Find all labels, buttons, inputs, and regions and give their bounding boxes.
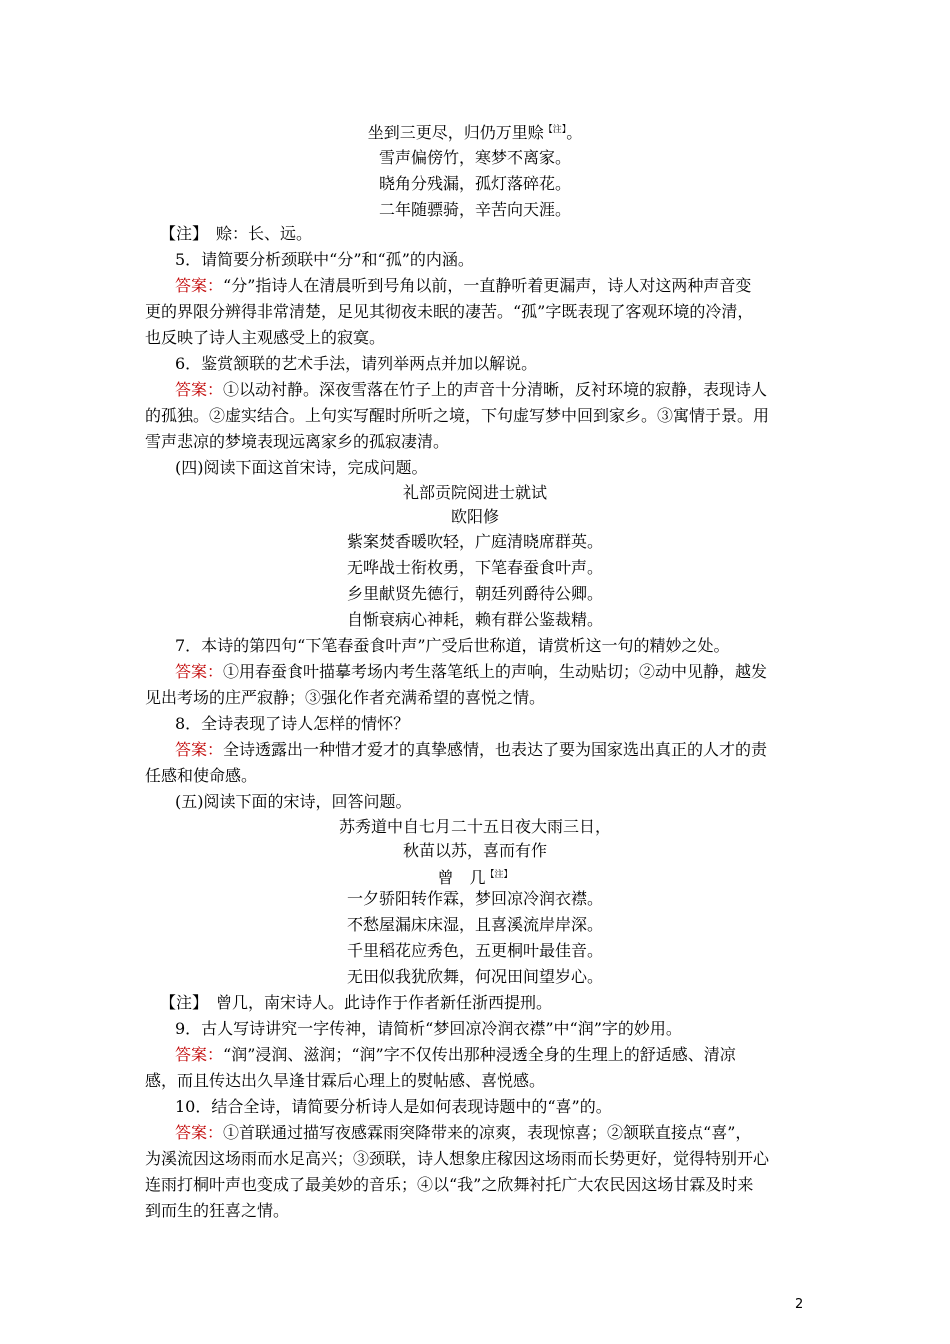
sec5-poem-line2: 不愁屋漏床床湿，且喜溪流岸岸深。	[346, 915, 603, 934]
q6-answer-line: 雪声悲凉的梦境表现远离家乡的孤寂凄清。	[145, 432, 450, 451]
poem3-line3: 晓角分残漏，孤灯落碎花。	[378, 174, 571, 193]
q9-answer-line: 感，而且传达出久旱逢甘霖后心理上的熨帖感、喜悦感。	[145, 1071, 546, 1090]
q5-question: 5．请简要分析颈联中“分”和“孤”的内涵。	[175, 250, 474, 269]
footnote-marker: 【注】	[543, 125, 567, 135]
sec5-poem-title-1: 苏秀道中自七月二十五日夜大雨三日，	[338, 817, 611, 836]
sec4-poem-title: 礼部贡院阅进士就试	[402, 483, 547, 502]
q5-answer-line: 答案：“分”指诗人在清晨听到号角以前，一直静听着更漏声，诗人对这两种声音变	[175, 276, 752, 295]
answer-label: 答案：	[175, 1045, 224, 1064]
q10-question: 10．结合全诗，请简要分析诗人是如何表现诗题中的“喜”的。	[175, 1097, 612, 1116]
sec4-poem-line3: 乡里献贤先德行，朝廷列爵待公卿。	[346, 584, 603, 603]
q5-answer-line: 更的界限分辨得非常清楚，足见其彻夜未眠的凄苦。“孤”字既表现了客观环境的冷清，	[145, 302, 754, 321]
q6-question: 6．鉴赏颔联的艺术手法，请列举两点并加以解说。	[175, 354, 538, 373]
q8-answer-line: 任感和使命感。	[145, 766, 258, 785]
sec5-poem-line3: 千里稻花应秀色，五更桐叶最佳音。	[346, 941, 603, 960]
q5-answer-line: 也反映了诗人主观感受上的寂寞。	[145, 328, 386, 347]
q7-answer-line: 答案：①用春蚕食叶描摹考场内考生落笔纸上的声响，生动贴切；②动中见静，越发	[175, 662, 768, 681]
answer-label: 答案：	[175, 380, 224, 399]
q9-question: 9．古人写诗讲究一字传神，请简析“梦回凉冷润衣襟”中“润”字的妙用。	[175, 1019, 682, 1038]
q6-answer-line: 答案：①以动衬静。深夜雪落在竹子上的声音十分清晰，反衬环境的寂静，表现诗人	[175, 380, 768, 399]
page-number: 2	[795, 1297, 804, 1312]
poem3-line2: 雪声偏傍竹，寒梦不离家。	[378, 148, 571, 167]
q10-answer-line: 连雨打桐叶声也变成了最美妙的音乐；④以“我”之欣舞衬托广大农民因这场甘霖及时来	[145, 1175, 754, 1194]
q10-answer-line: 到而生的狂喜之情。	[145, 1201, 290, 1220]
sec4-poem-line4: 自惭衰病心神耗，赖有群公鉴裁精。	[346, 610, 603, 629]
q8-answer-line: 答案：全诗透露出一种惜才爱才的真挚感情，也表达了要为国家选出真正的人才的责	[175, 740, 768, 759]
answer-label: 答案：	[175, 662, 224, 681]
sec4-intro: (四)阅读下面这首宋诗，完成问题。	[175, 458, 428, 477]
sec5-poem-line1: 一夕骄阳转作霖，梦回凉冷润衣襟。	[346, 889, 603, 908]
q8-question: 8．全诗表现了诗人怎样的情怀？	[175, 714, 410, 733]
sec5-poem-title-2: 秋苗以苏，喜而有作	[402, 841, 547, 860]
q10-answer-line: 为溪流因这场雨而水足高兴；③颈联，诗人想象庄稼因这场雨而长势更好，觉得特别开心	[145, 1149, 770, 1168]
q10-answer-line: 答案：①首联通过描写夜感霖雨突降带来的凉爽，表现惊喜；②颔联直接点“喜”，	[175, 1123, 752, 1142]
sec5-poem-line4: 无田似我犹欣舞，何况田间望岁心。	[346, 967, 603, 986]
poem3-line1: 坐到三更尽，归仍万里赊$^{【注】}$。	[367, 123, 583, 142]
q6-answer-line: 的孤独。②虚实结合。上句实写醒时所听之境，下句虚写梦中回到家乡。③寓情于景。用	[145, 406, 770, 425]
q7-question: 7．本诗的第四句“下笔春蚕食叶声”广受后世称道，请赏析这一句的精妙之处。	[175, 636, 730, 655]
poem3-line4: 二年随骠骑，辛苦向天涯。	[378, 200, 571, 219]
answer-label: 答案：	[175, 1123, 224, 1142]
footnote-marker: 【注】	[485, 870, 513, 880]
q9-answer-line: 答案：“润”浸润、滋润；“润”字不仅传出那种浸透全身的生理上的舒适感、清凉	[175, 1045, 736, 1064]
sec4-poem-author: 欧阳修	[450, 507, 499, 526]
sec5-intro: (五)阅读下面的宋诗，回答问题。	[175, 792, 412, 811]
answer-label: 答案：	[175, 740, 224, 759]
sec4-poem-line1: 紫案焚香暖吹轻，广庭清晓席群英。	[346, 532, 603, 551]
sec5-poem-author: 曾 几$^{【注】}$	[437, 868, 513, 887]
answer-label: 答案：	[175, 276, 224, 295]
poem3-note: 【注】 赊：长、远。	[160, 224, 313, 243]
sec4-poem-line2: 无哗战士衔枚勇，下笔春蚕食叶声。	[346, 558, 603, 577]
sec5-note: 【注】 曾几，南宋诗人。此诗作于作者新任浙西提刑。	[160, 993, 553, 1012]
q7-answer-line: 见出考场的庄严寂静；③强化作者充满希望的喜悦之情。	[145, 688, 546, 707]
